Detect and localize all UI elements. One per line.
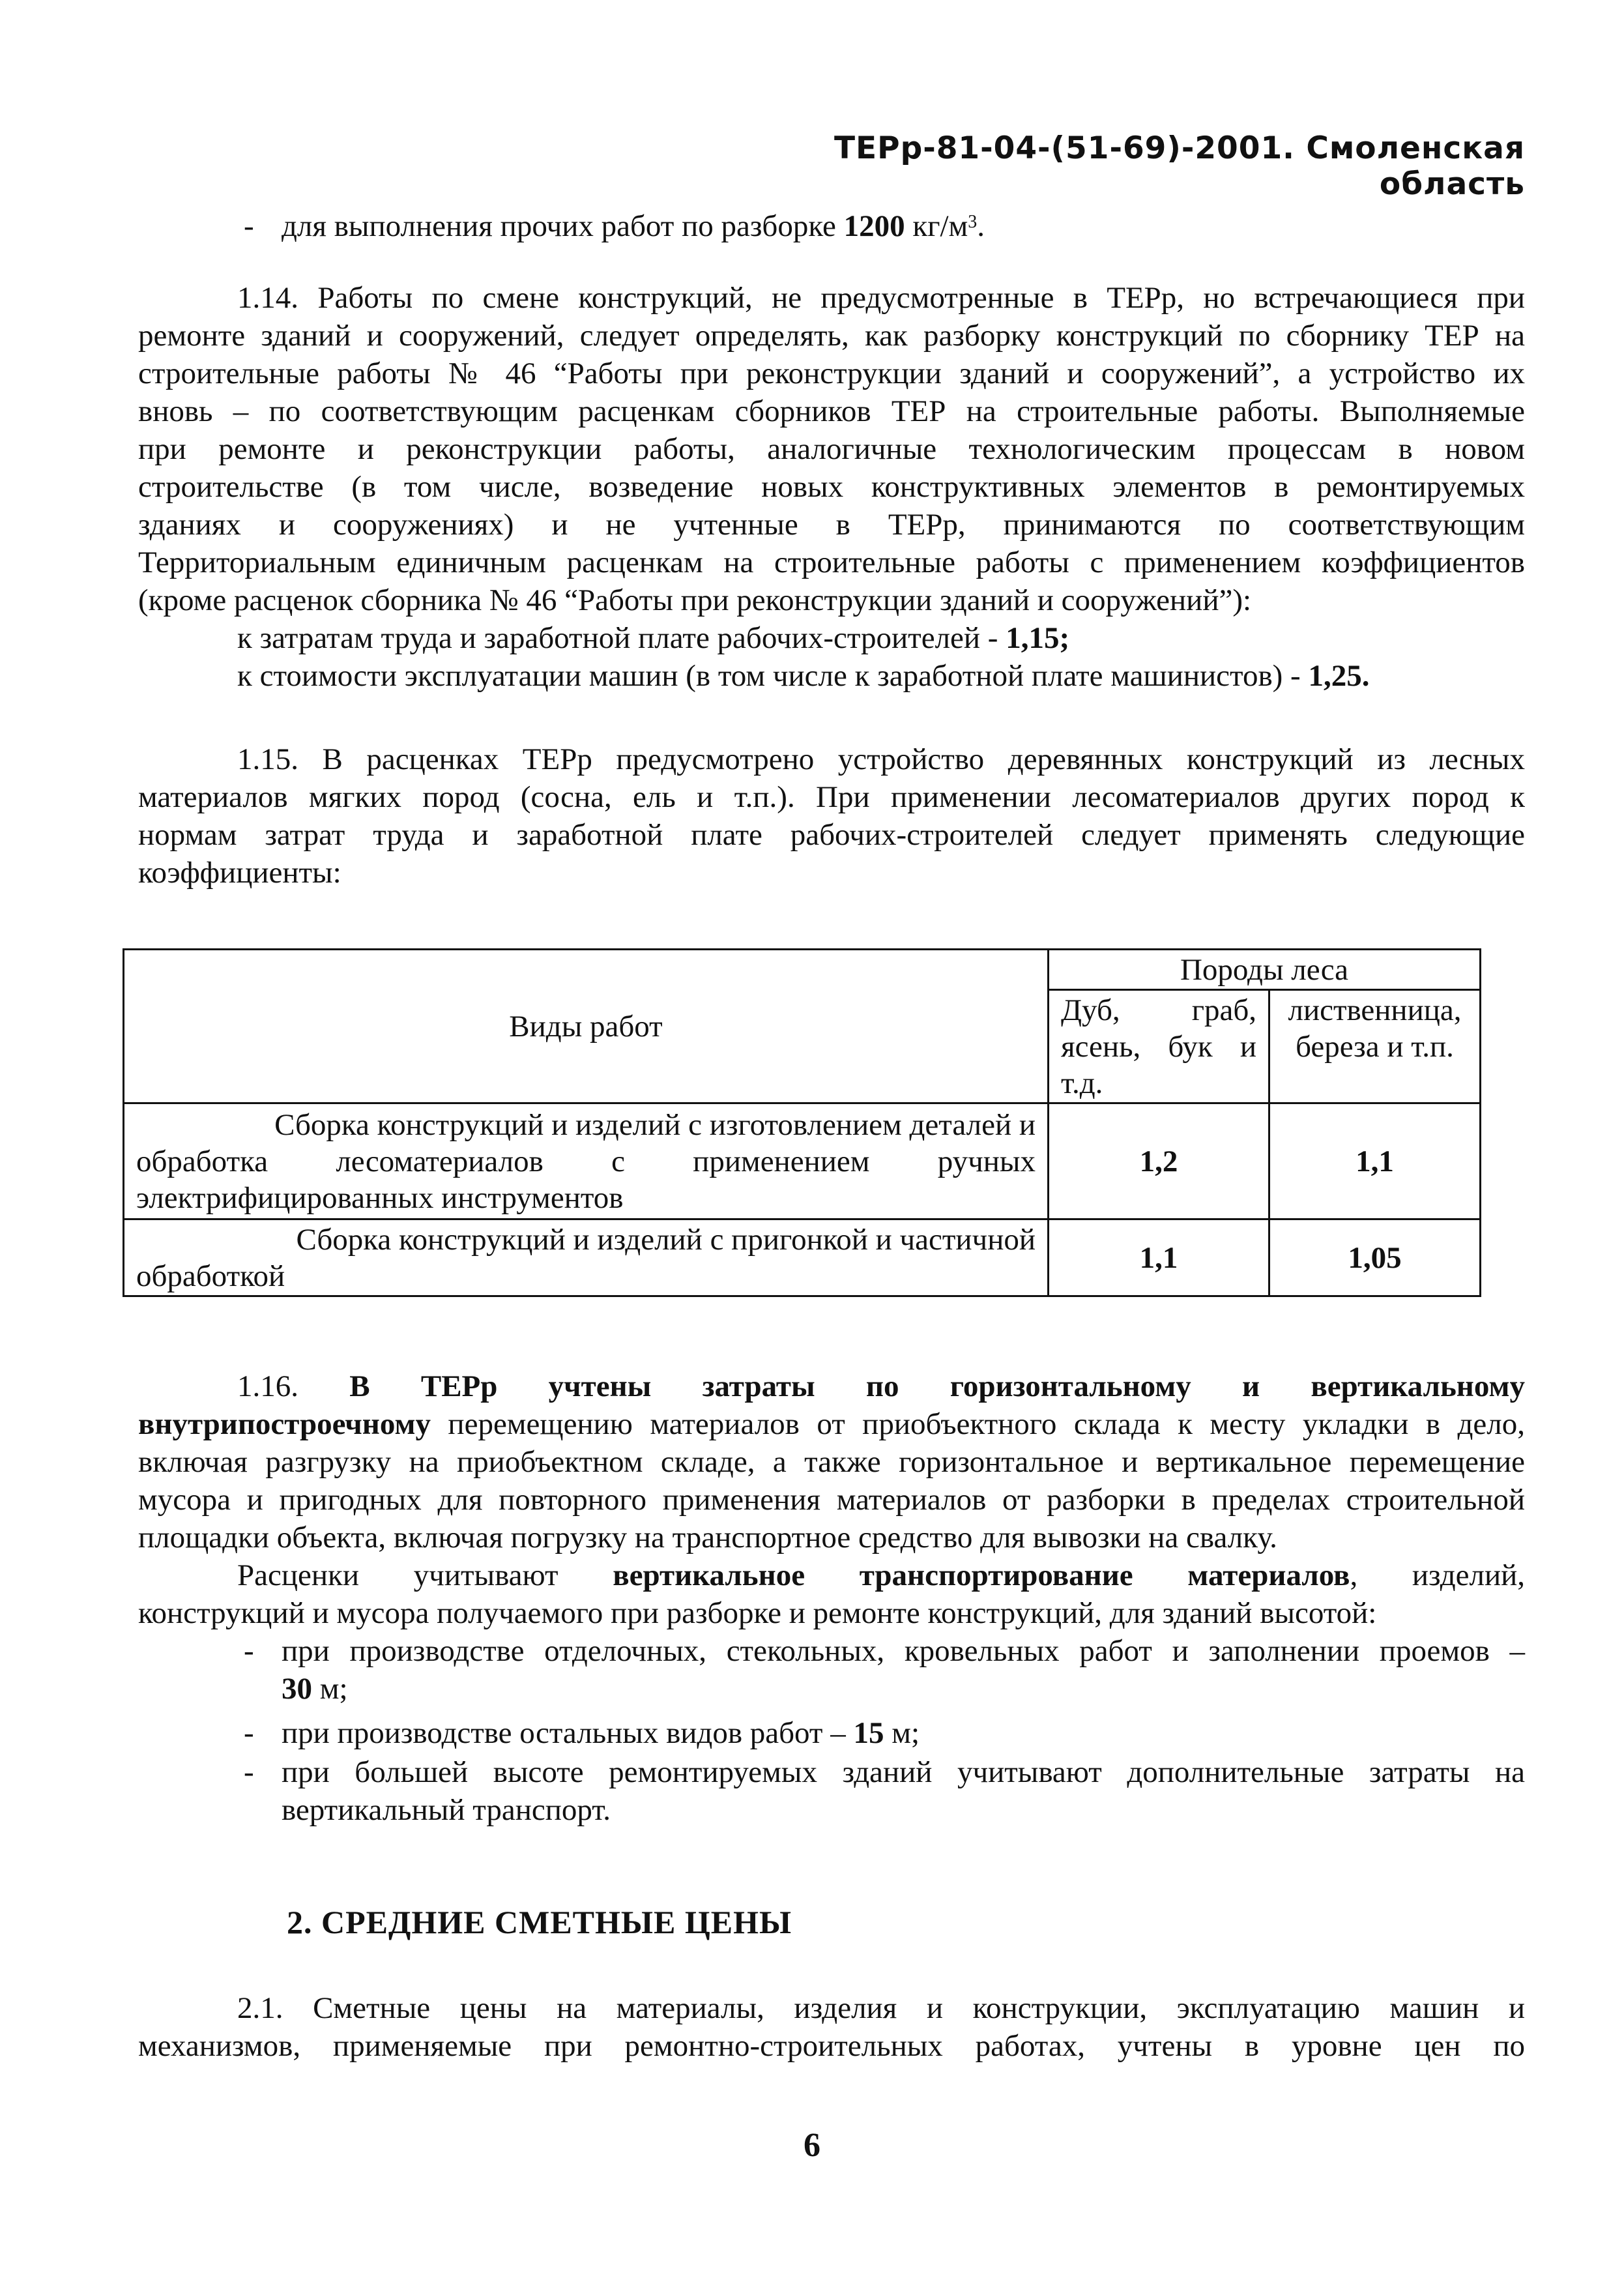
- p116-line-2: [138, 1405, 1525, 1443]
- p114-line-1: 1.14. Работы по смене конструкций, не предусмотренные в ТЕРр, но встречающиеся при: [237, 281, 1525, 315]
- rates-lead: Расценки учитывают: [237, 1558, 613, 1592]
- row-1-work: [124, 1103, 1049, 1219]
- wood-coefficients-table: [123, 948, 1481, 1297]
- p116-number: 1.16.: [237, 1369, 298, 1403]
- intro-unit: кг/м: [905, 209, 968, 243]
- p21-line-1: 2.1. Сметные цены на материалы, изделия и конструкции, эксплуатацию машин и: [237, 1991, 1525, 2025]
- list-dash: -: [244, 1634, 254, 1668]
- col-header-larch: [1269, 990, 1481, 1103]
- p116-bold-lead: В ТЕРр учтены затраты по горизонтальному и вертикальному: [349, 1369, 1525, 1403]
- item-3-line-2: вертикальный транспорт.: [282, 1793, 611, 1827]
- table-row: [124, 1103, 1481, 1219]
- paragraph-1-14: [138, 279, 1525, 695]
- rates-bold: вертикальное транспортирование материалов: [613, 1558, 1350, 1592]
- col-oak-line-1: Дуб, граб,: [1061, 993, 1256, 1027]
- list-dash: -: [244, 1716, 254, 1750]
- row-2-oak-value: 1,1: [1049, 1219, 1269, 1296]
- p116-line-3: включая разгрузку на приобъектном складе, а также горизонтальное и вертикальное перемещение: [138, 1445, 1525, 1479]
- row-1-line-1: Сборка конструкций и изделий с изготовлением деталей и: [274, 1107, 1036, 1142]
- col-header-wood-species: Породы леса: [1049, 950, 1481, 990]
- intro-period: .: [977, 209, 985, 243]
- row-1-oak-value: 1,2: [1049, 1103, 1269, 1219]
- p116-rates-line-2: конструкций и мусора получаемого при разборке и ремонте конструкций, для зданий высотой:: [138, 1596, 1377, 1630]
- item-2-unit: м;: [884, 1716, 920, 1750]
- p114-line-3: строительные работы № 46 “Работы при реконструкции зданий и сооружений”, а устройство их: [138, 357, 1525, 390]
- item-2-value: 15: [853, 1716, 884, 1750]
- paragraph-1-15: [138, 740, 1525, 892]
- page-number: 6: [804, 2127, 820, 2164]
- coef-machines-text: к стоимости эксплуатации машин (в том числе к заработной плате машинистов) -: [237, 659, 1309, 693]
- intro-unit-superscript: 3: [968, 212, 978, 232]
- row-2-line-2: обработкой: [136, 1259, 285, 1293]
- section-2-title: 2. СРЕДНИЕ СМЕТНЫЕ ЦЕНЫ: [287, 1904, 792, 1940]
- intro-value: 1200: [843, 209, 905, 243]
- col-larch-line-1: лиственница,: [1288, 993, 1462, 1027]
- p115-line-1: 1.15. В расценках ТЕРр предусмотрено устройство деревянных конструкций из лесных: [237, 742, 1525, 776]
- row-1-larch-value: 1,1: [1269, 1103, 1481, 1219]
- item-2-text: при производстве остальных видов работ –: [282, 1716, 854, 1750]
- rates-end: , изделий,: [1350, 1558, 1526, 1592]
- p114-line-7: зданиях и сооружениях) и не учтенные в ТЕРр, принимаются по соответствующим: [138, 508, 1525, 542]
- coef-labor-text: к затратам труда и заработной плате рабочих-строителей -: [237, 621, 1006, 655]
- col-header-oak: [1049, 990, 1269, 1103]
- p114-line-8: Территориальным единичным расценкам на строительные работы с применением коэффициентов: [138, 546, 1525, 579]
- p114-coef-labor: [138, 619, 1525, 657]
- p114-coef-machines: [138, 657, 1525, 695]
- col-oak-line-2: ясень, бук и: [1061, 1030, 1256, 1064]
- p116-line-4: мусора и пригодных для повторного применения материалов от разборки в пределах строительной: [138, 1483, 1525, 1517]
- list-dash: -: [244, 1755, 254, 1789]
- row-2-work: [124, 1219, 1049, 1296]
- row-1-line-2: обработка лесоматериалов с применением ручных: [136, 1144, 1036, 1178]
- p114-line-6: строительстве (в том числе, возведение новых конструктивных элементов в ремонтируемых: [138, 470, 1525, 504]
- row-2-larch-value: 1,05: [1269, 1219, 1481, 1296]
- paragraph-2-1: [138, 1989, 1525, 2065]
- p116-line-1: [138, 1367, 1525, 1405]
- p115-line-4: коэффициенты:: [138, 856, 341, 890]
- item-1-line-1: при производстве отделочных, стекольных, кровельных работ и заполнении проемов –: [282, 1634, 1525, 1668]
- p21-line-2: механизмов, применяемые при ремонтно-строительных работах, учтены в уровне цен по: [138, 2029, 1525, 2063]
- col-oak-line-3: т.д.: [1061, 1066, 1103, 1100]
- p116-bold-word: внутрипостроечному: [138, 1407, 431, 1441]
- p115-line-3: нормам затрат труда и заработной плате рабочих-строителей следует применять следующие: [138, 818, 1525, 852]
- p116-line-5: площадки объекта, включая погрузку на транспортное средство для вывозки на свалку.: [138, 1521, 1277, 1554]
- table-header-row: [124, 950, 1481, 990]
- col-header-work-types: Виды работ: [124, 950, 1049, 1103]
- table-row: [124, 1219, 1481, 1296]
- col-larch-line-2: береза и т.п.: [1296, 1030, 1454, 1064]
- p116-line-2-rest: перемещению материалов от приобъектного склада к месту укладки в дело,: [430, 1407, 1525, 1441]
- p114-line-4: вновь – по соответствующим расценкам сборников ТЕР на строительные работы. Выполняемые: [138, 394, 1525, 428]
- coef-labor-value: 1,15;: [1006, 621, 1070, 655]
- intro-text: для выполнения прочих работ по разборке: [282, 209, 844, 243]
- p114-line-9: (кроме расценок сборника № 46 “Работы при реконструкции зданий и сооружений”):: [138, 583, 1252, 617]
- coef-machines-value: 1,25.: [1308, 659, 1370, 693]
- paragraph-1-16: [138, 1367, 1525, 1632]
- item-1-line-2: [282, 1670, 1525, 1708]
- row-1-line-3: электрифицированных инструментов: [136, 1180, 624, 1215]
- item-3-line-1: при большей высоте ремонтируемых зданий учитывают дополнительные затраты на: [282, 1755, 1525, 1789]
- item-1-value: 30: [282, 1672, 312, 1706]
- p115-line-2: материалов мягких пород (сосна, ель и т.п.). При применении лесоматериалов других пород к: [138, 780, 1525, 814]
- item-1-unit: м;: [312, 1672, 348, 1706]
- row-2-line-1: Сборка конструкций и изделий с пригонкой и частичной: [296, 1222, 1036, 1257]
- p116-rates-line-1: [138, 1556, 1525, 1594]
- list-dash: -: [244, 209, 254, 243]
- p114-line-2: ремонте зданий и сооружений, следует определять, как разборку конструкций по сборнику ТЕР на: [138, 319, 1525, 353]
- running-header: ТЕРр-81-04-(51-69)-2001. Смоленская область: [834, 130, 1525, 202]
- p114-line-5: при ремонте и реконструкции работы, аналогичные технологическим процессам в новом: [138, 432, 1525, 466]
